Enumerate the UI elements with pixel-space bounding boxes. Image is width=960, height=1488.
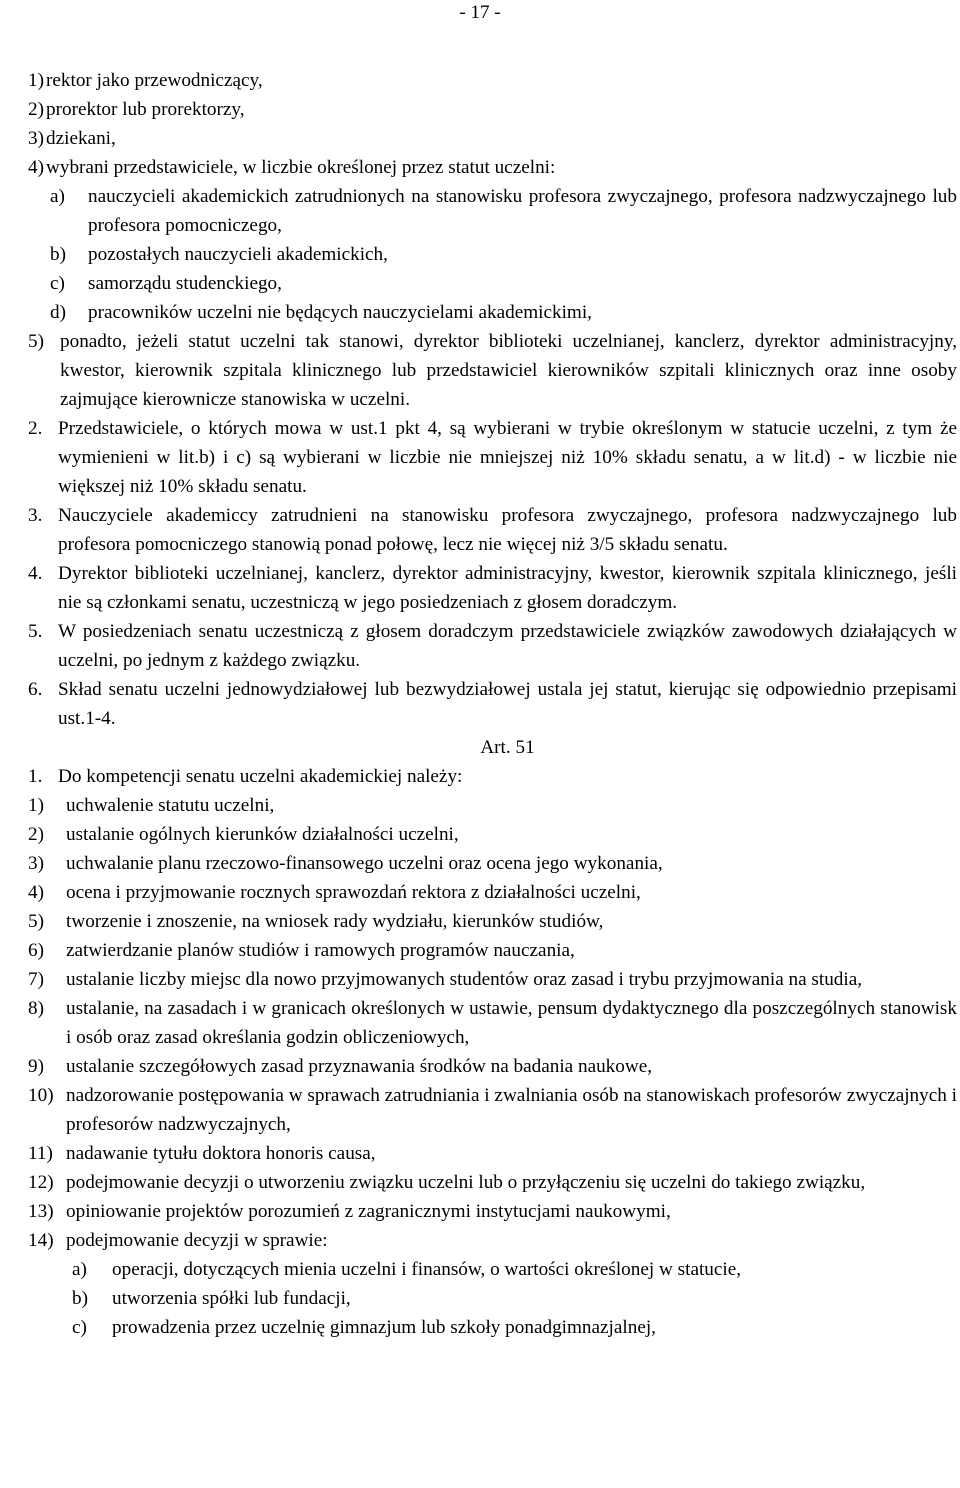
list-item-marker: 10) (28, 1085, 54, 1106)
paragraph-text: Dyrektor biblioteki uczelnianej, kanclerz, dyrektor administracyjny, kwestor, kierownik szpitala klinicznego, jeśli nie są członkami senatu, uczestniczą w jego posiedzeniach z głosem doradczym. (58, 563, 957, 613)
list-item (28, 849, 957, 878)
list-item-marker: 3) (28, 853, 44, 874)
list-item: 1) rektor jako przewodniczący, (28, 66, 957, 95)
paragraph-marker: 2. (28, 418, 43, 439)
list-item-text: utworzenia spółki lub fundacji, (112, 1288, 351, 1309)
list-item (28, 269, 957, 298)
list-item (28, 791, 957, 820)
list-item-marker: 9) (28, 1056, 44, 1077)
list-item-text: uchwalanie planu rzeczowo-finansowego uczelni oraz ocena jego wykonania, (66, 853, 663, 874)
list-item-text: prowadzenia przez uczelnię gimnazjum lub szkoły ponadgimnazjalnej, (112, 1317, 656, 1338)
list-item-marker: 1) (28, 795, 44, 816)
list-item (28, 298, 957, 327)
item-marker: 5) (28, 331, 44, 352)
list-item (28, 1197, 957, 1226)
list-item-text: uchwalenie statutu uczelni, (66, 795, 275, 816)
paragraph (28, 559, 957, 617)
list-item-text: podejmowanie decyzji w sprawie: (66, 1230, 328, 1251)
article-heading: Art. 51 (480, 737, 535, 758)
list-item-text: ustalanie liczby miejsc dla nowo przyjmowanych studentów oraz zasad i trybu przyjmowania na studia, (66, 969, 863, 990)
paragraph-marker: 3. (28, 505, 43, 526)
item-text: pracowników uczelni nie będących nauczycielami akademickimi, (88, 302, 592, 323)
list-item-text: opiniowanie projektów porozumień z zagranicznymi instytucjami naukowymi, (66, 1201, 671, 1222)
list-item (28, 1284, 957, 1313)
list-item-marker: b) (72, 1288, 88, 1309)
item-text: nauczycieli akademickich zatrudnionych na stanowisku profesora zwyczajnego, profesora nadzwyczajnego lub profesora pomocniczego, (88, 186, 957, 236)
list-item-marker: 6) (28, 940, 44, 961)
list-item-marker: 13) (28, 1201, 54, 1222)
item-text: samorządu studenckiego, (88, 273, 282, 294)
list-item (28, 1139, 957, 1168)
document-body (28, 66, 957, 1342)
list-item-marker: 5) (28, 911, 44, 932)
paragraph (28, 414, 957, 501)
paragraph-text: Skład senatu uczelni jednowydziałowej lub bezwydziałowej ustala jej statut, kierując się odpowiednio przepisami ust.1-4. (58, 679, 957, 729)
paragraph-marker: 6. (28, 679, 43, 700)
item-text: prorektor lub prorektorzy, (46, 99, 245, 120)
list-item (28, 1313, 957, 1342)
list-item-text: ustalanie szczegółowych zasad przyznawania środków na badania naukowe, (66, 1056, 653, 1077)
list-item-marker: 7) (28, 969, 44, 990)
list-item-marker: 8) (28, 998, 44, 1019)
item-text: ponadto, jeżeli statut uczelni tak stanowi, dyrektor biblioteki uczelnianej, kanclerz, dyrektor administracyjny, kwestor, kierownik szpitala klinicznego lub przedstawiciel kierowników szpitali klinicznych oraz inne osoby zajmujące kierownicze stanowiska w uczelni. (60, 331, 957, 410)
list-item-marker: 2) (28, 824, 44, 845)
list-item-text: nadawanie tytułu doktora honoris causa, (66, 1143, 376, 1164)
list-item (28, 1226, 957, 1255)
list-item (28, 1081, 957, 1139)
list-item-marker: 11) (28, 1143, 53, 1164)
list-item (28, 820, 957, 849)
list-item-marker: 14) (28, 1230, 54, 1251)
item-marker: d) (50, 302, 66, 323)
list-item: 2) prorektor lub prorektorzy, (28, 95, 957, 124)
list-item-text: operacji, dotyczących mienia uczelni i finansów, o wartości określonej w statucie, (112, 1259, 742, 1280)
paragraph-text: Przedstawiciele, o których mowa w ust.1 pkt 4, są wybierani w trybie określonym w statucie uczelni, z tym że wymienieni w lit.b) i c) są wybierani w liczbie nie mniejszej niż 10% składu senatu, a w lit.d) - w liczbie nie większej niż 10% składu senatu. (58, 418, 957, 497)
paragraph (28, 762, 957, 791)
item-marker: c) (50, 273, 65, 294)
item-text: pozostałych nauczycieli akademickich, (88, 244, 388, 265)
list-item-marker: c) (72, 1317, 87, 1338)
item-text: dziekani, (46, 128, 116, 149)
list-item: 4) wybrani przedstawiciele, w liczbie określonej przez statut uczelni: (28, 153, 957, 182)
list-item-text: podejmowanie decyzji o utworzeniu związku uczelni lub o przyłączeniu się uczelni do takiego związku, (66, 1172, 866, 1193)
item-marker: a) (50, 186, 65, 207)
list-item-text: zatwierdzanie planów studiów i ramowych programów nauczania, (66, 940, 575, 961)
item-text: rektor jako przewodniczący, (46, 70, 263, 91)
list-item-marker: a) (72, 1259, 87, 1280)
item-marker: b) (50, 244, 66, 265)
item-text: wybrani przedstawiciele, w liczbie określonej przez statut uczelni: (46, 157, 556, 178)
paragraph-text: Do kompetencji senatu uczelni akademickiej należy: (58, 766, 463, 787)
paragraph (28, 675, 957, 733)
list-item (28, 878, 957, 907)
list-item-text: ocena i przyjmowanie rocznych sprawozdań rektora z działalności uczelni, (66, 882, 641, 903)
list-item-marker: 12) (28, 1172, 54, 1193)
list-item (28, 994, 957, 1052)
list-item-text: nadzorowanie postępowania w sprawach zatrudniania i zwalniania osób na stanowiskach profesorów zwyczajnych i profesorów nadzwyczajnych, (66, 1085, 957, 1135)
list-item (28, 1168, 957, 1197)
page-number: - 17 - (459, 2, 501, 23)
paragraph-marker: 1. (28, 766, 43, 787)
paragraph-text: W posiedzeniach senatu uczestniczą z głosem doradczym przedstawiciele związków zawodowych działających w uczelni, po jednym z każdego związku. (58, 621, 957, 671)
paragraph-marker: 4. (28, 563, 43, 584)
paragraph-marker: 5. (28, 621, 43, 642)
list-item-text: ustalanie, na zasadach i w granicach określonych w ustawie, pensum dydaktycznego dla poszczególnych stanowisk i osób oraz zasad określania godzin obliczeniowych, (66, 998, 957, 1048)
list-item (28, 182, 957, 240)
list-item (28, 907, 957, 936)
paragraph (28, 617, 957, 675)
list-item-text: ustalanie ogólnych kierunków działalności uczelni, (66, 824, 459, 845)
paragraph (28, 501, 957, 559)
list-item (28, 240, 957, 269)
list-item (28, 1052, 957, 1081)
list-item-text: tworzenie i znoszenie, na wniosek rady wydziału, kierunków studiów, (66, 911, 604, 932)
list-item (28, 965, 957, 994)
list-item (28, 936, 957, 965)
list-item (28, 327, 957, 414)
list-item: 3) dziekani, (28, 124, 957, 153)
paragraph-text: Nauczyciele akademiccy zatrudnieni na stanowisku profesora zwyczajnego, profesora nadzwyczajnego lub profesora pomocniczego stanowią ponad połowę, lecz nie więcej niż 3/5 składu senatu. (58, 505, 957, 555)
list-item (28, 1255, 957, 1284)
list-item-marker: 4) (28, 882, 44, 903)
